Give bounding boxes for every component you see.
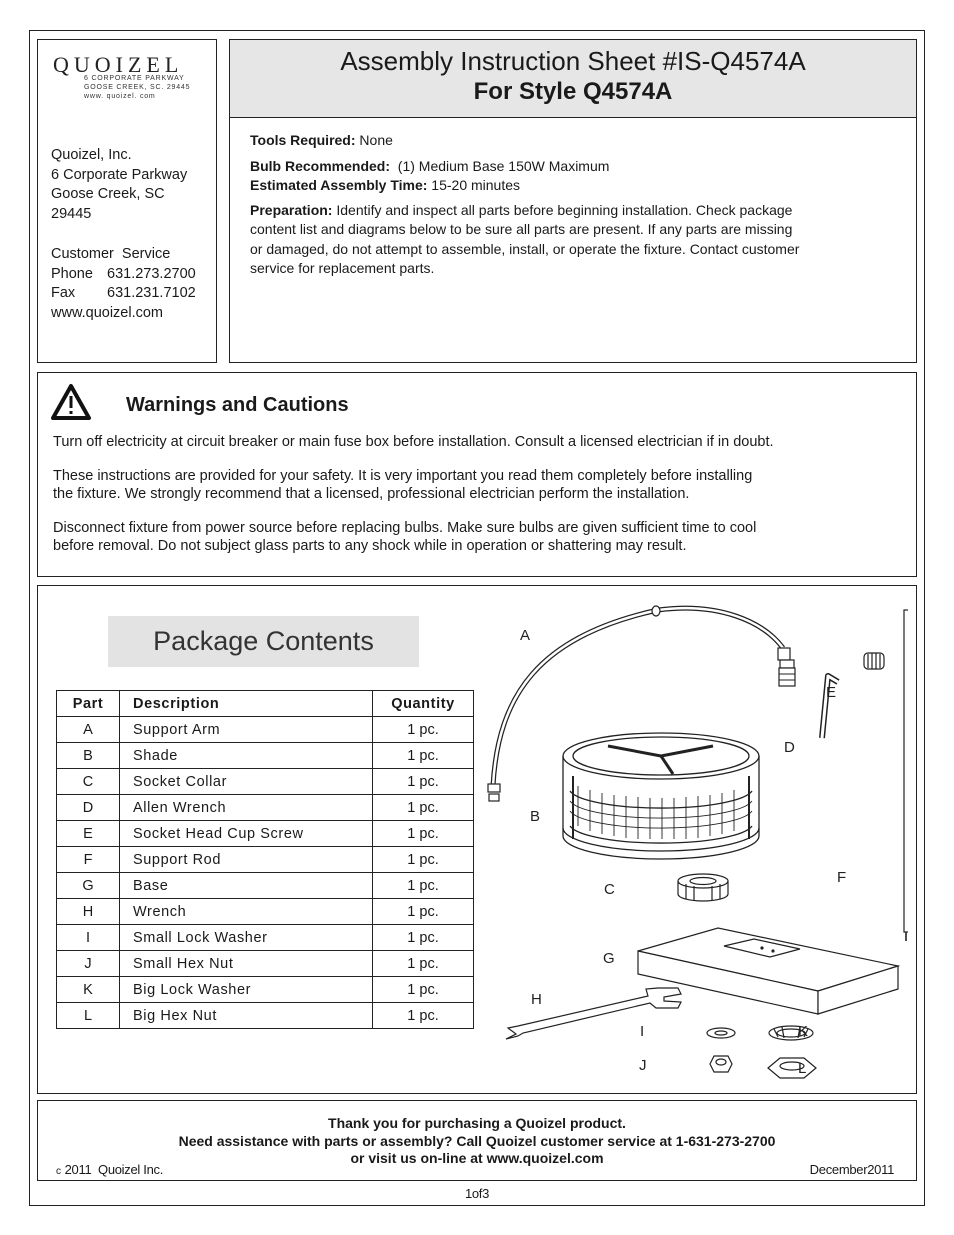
style-title: For Style Q4574A xyxy=(473,78,673,105)
package-contents-title: Package Contents xyxy=(108,616,419,667)
warning-triangle-icon xyxy=(50,383,92,421)
zip-code: 29445 xyxy=(51,205,92,222)
description-cell: Small Lock Washer xyxy=(120,925,373,951)
diagram-label-d: D xyxy=(784,739,795,756)
part-cell: K xyxy=(57,977,120,1003)
table-row xyxy=(57,717,474,743)
part-cell: C xyxy=(57,769,120,795)
quantity-cell: 1 pc. xyxy=(373,1003,474,1029)
description-cell: Big Hex Nut xyxy=(120,1003,373,1029)
part-cell: E xyxy=(57,821,120,847)
warning-paragraph-3: Disconnect fixture from power source before replacing bulbs. Make sure bulbs are given sufficient time to cool before removal. Do not subject glass parts to any shock while in operation or shattering may result. xyxy=(53,520,757,554)
city-state: Goose Creek, SC xyxy=(51,186,165,202)
footer-message xyxy=(38,1115,916,1168)
company-name: Quoizel, Inc. xyxy=(51,147,132,163)
company-logo: QUOIZEL xyxy=(53,52,184,77)
quantity-cell: 1 pc. xyxy=(373,873,474,899)
description-cell: Shade xyxy=(120,743,373,769)
warning-paragraph-2: These instructions are provided for your safety. It is very important you read them completely before installing the fixture. We strongly recommend that a licensed, professional electrician perform the installation. xyxy=(53,468,753,502)
table-header-row xyxy=(57,691,474,717)
table-row xyxy=(57,795,474,821)
diagram-label-c: C xyxy=(604,881,615,898)
shade-drawing xyxy=(563,733,759,859)
quantity-cell: 1 pc. xyxy=(373,977,474,1003)
footer-assistance: Need assistance with parts or assembly? Call Quoizel customer service at 1-631-273-2700 xyxy=(178,1132,776,1149)
part-cell: D xyxy=(57,795,120,821)
diagram-label-f: F xyxy=(837,869,847,886)
part-cell: J xyxy=(57,951,120,977)
description-cell: Small Hex Nut xyxy=(120,951,373,977)
warnings-title: Warnings and Cautions xyxy=(126,394,349,416)
copyright-symbol: c xyxy=(56,1166,61,1177)
diagram-label-e: E xyxy=(826,684,837,701)
table-row xyxy=(57,769,474,795)
quantity-cell: 1 pc. xyxy=(373,717,474,743)
quantity-cell: 1 pc. xyxy=(373,821,474,847)
quantity-cell: 1 pc. xyxy=(373,795,474,821)
table-row xyxy=(57,873,474,899)
diagram-label-j: J xyxy=(639,1057,647,1074)
header-quantity: Quantity xyxy=(373,691,474,717)
fax-number: 631.231.7102 xyxy=(107,285,196,301)
description-cell: Socket Collar xyxy=(120,769,373,795)
header-description: Description xyxy=(120,691,373,717)
parts-table xyxy=(56,690,474,1029)
footer-website: or visit us on-line at www.quoizel.com xyxy=(350,1150,604,1166)
contact-info xyxy=(51,146,216,323)
diagram-label-i: I xyxy=(640,1023,645,1040)
phone-number: 631.273.2700 xyxy=(107,265,196,282)
preparation: Preparation: Identify and inspect all parts before beginning installation. Check package content list and diagrams below to be sure all parts are present. If any parts are missing or damaged, do not attempt to assemble, install, or operate the fixture. Contact customer service for replacement parts. xyxy=(250,201,800,276)
description-cell: Support Arm xyxy=(120,717,373,743)
phone-line: Phone 631.273.2700 xyxy=(51,265,216,285)
description-cell: Base xyxy=(120,873,373,899)
description-cell: Support Rod xyxy=(120,847,373,873)
logo-address: 6 CORPORATE PARKWAY GOOSE CREEK, SC. 29445 www. quoizel. com xyxy=(84,75,191,100)
big-hex-nut-drawing xyxy=(768,1058,816,1078)
diagram-label-k: K xyxy=(798,1023,809,1040)
part-cell: B xyxy=(57,743,120,769)
small-hex-nut-drawing xyxy=(710,1056,732,1072)
assembly-time: Estimated Assembly Time: 15-20 minutes xyxy=(250,177,521,193)
diagram-label-a: A xyxy=(520,627,531,644)
table-row xyxy=(57,1003,474,1029)
fax-line: Fax 631.231.7102 xyxy=(51,284,216,304)
table-row xyxy=(57,899,474,925)
quantity-cell: 1 pc. xyxy=(373,847,474,873)
description-cell: Allen Wrench xyxy=(120,795,373,821)
socket-collar-drawing xyxy=(678,874,728,901)
parts-diagram xyxy=(478,596,908,1086)
street-address: 6 Corporate Parkway xyxy=(51,166,188,183)
header-part: Part xyxy=(57,691,120,717)
quantity-cell: 1 pc. xyxy=(373,743,474,769)
diagram-label-l: L xyxy=(798,1060,807,1077)
quantity-cell: 1 pc. xyxy=(373,925,474,951)
warnings-box xyxy=(37,372,917,577)
diagram-label-h: H xyxy=(531,991,542,1008)
diagram-label-g: G xyxy=(603,950,615,967)
info-text xyxy=(250,131,910,279)
part-cell: L xyxy=(57,1003,120,1029)
part-cell: I xyxy=(57,925,120,951)
part-cell: F xyxy=(57,847,120,873)
quantity-cell: 1 pc. xyxy=(373,951,474,977)
table-row xyxy=(57,951,474,977)
copyright: c 2011 Quoizel Inc. xyxy=(56,1162,164,1177)
support-rod-drawing xyxy=(904,610,908,941)
socket-screw-drawing xyxy=(864,653,884,669)
title-bar xyxy=(230,40,916,118)
footer-thanks: Thank you for purchasing a Quoizel product. xyxy=(328,1115,626,1131)
description-cell: Wrench xyxy=(120,899,373,925)
table-row xyxy=(57,743,474,769)
package-contents-box xyxy=(37,585,917,1094)
base-drawing xyxy=(638,928,898,1014)
quantity-cell: 1 pc. xyxy=(373,899,474,925)
info-box xyxy=(229,39,917,363)
footer-box xyxy=(37,1100,917,1181)
warning-paragraph-1: Turn off electricity at circuit breaker or main fuse box before installation. Consult a licensed electrician if in doubt. xyxy=(53,434,774,450)
table-row xyxy=(57,821,474,847)
contact-box xyxy=(37,39,217,363)
part-cell: A xyxy=(57,717,120,743)
table-row xyxy=(57,977,474,1003)
page-number: 1of3 xyxy=(464,1186,490,1201)
diagram-label-b: B xyxy=(530,808,541,825)
quantity-cell: 1 pc. xyxy=(373,769,474,795)
small-lock-washer-drawing xyxy=(707,1028,735,1038)
bulb-recommended: Bulb Recommended: (1) Medium Base 150W Maximum xyxy=(250,157,610,174)
table-row xyxy=(57,925,474,951)
description-cell: Big Lock Washer xyxy=(120,977,373,1003)
website: www.quoizel.com xyxy=(51,304,164,321)
table-row xyxy=(57,847,474,873)
description-cell: Socket Head Cup Screw xyxy=(120,821,373,847)
tools-required: Tools Required: None xyxy=(250,132,393,148)
customer-service-label: Customer Service xyxy=(51,246,171,262)
part-cell: G xyxy=(57,873,120,899)
footer-date: December2011 xyxy=(809,1162,894,1177)
part-cell: H xyxy=(57,899,120,925)
sheet-title: Assembly Instruction Sheet #IS-Q4574A xyxy=(340,46,806,76)
